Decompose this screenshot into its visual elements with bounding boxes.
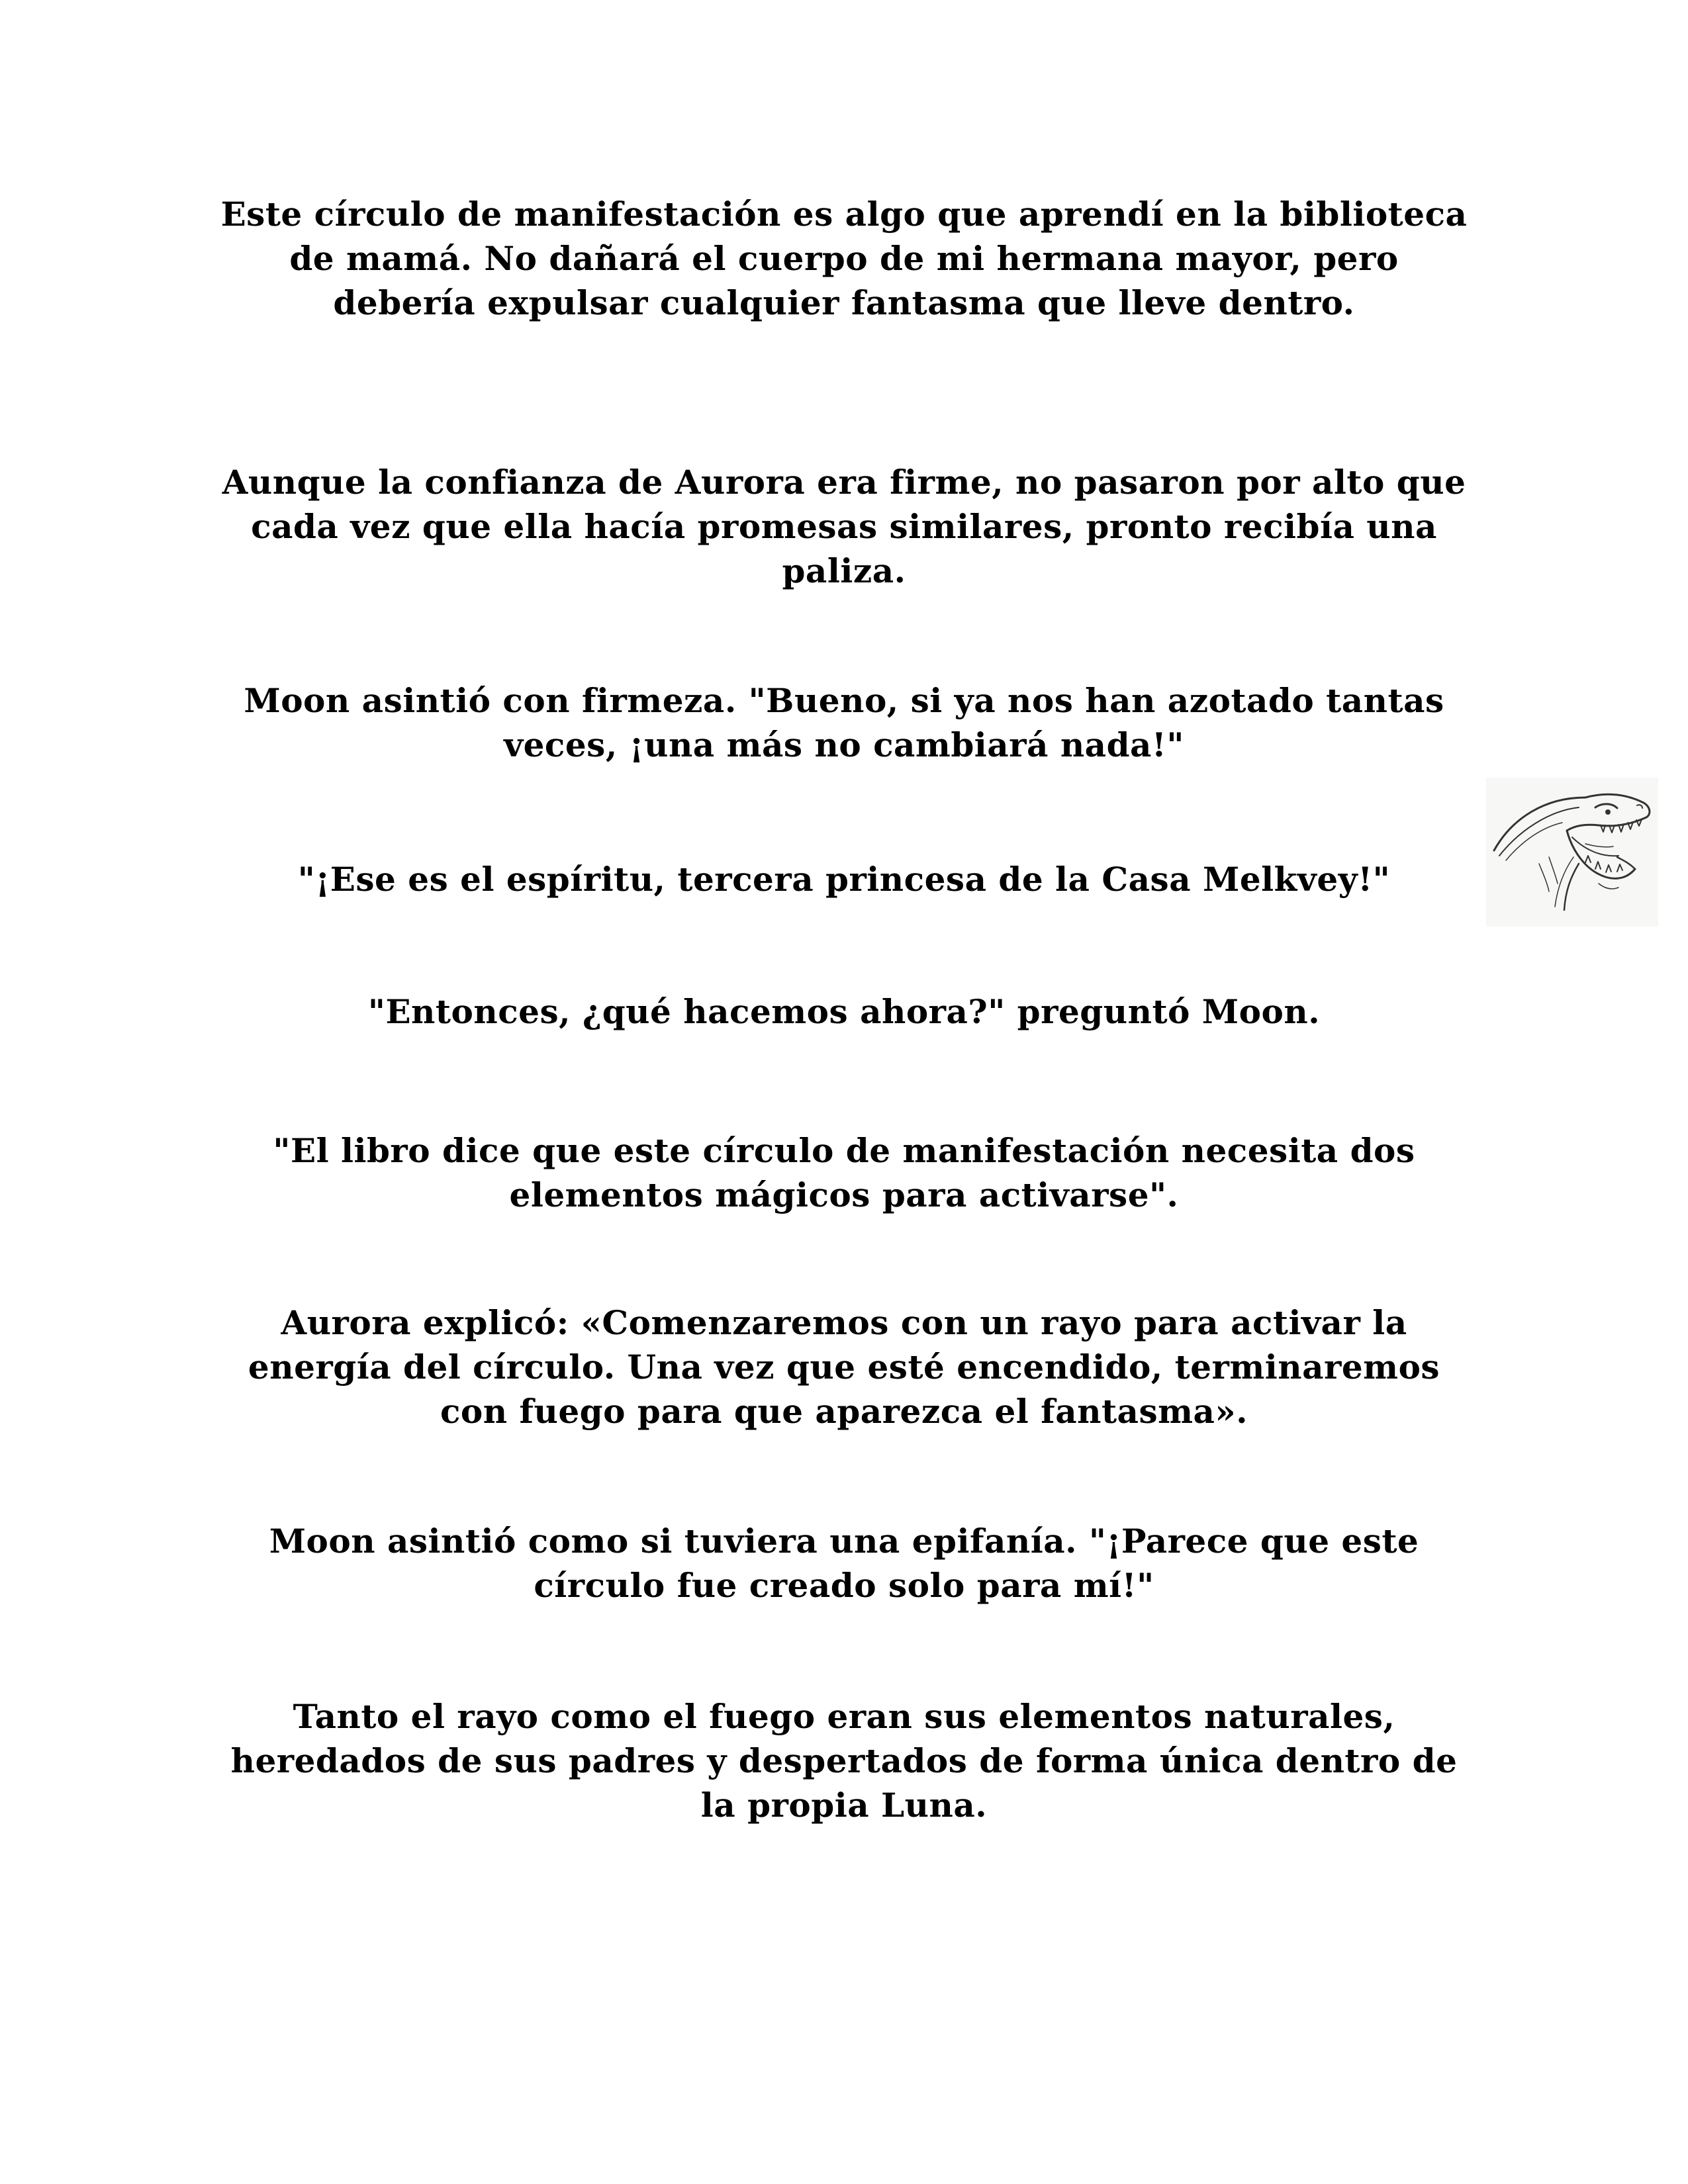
paragraph-3: Moon asintió con firmeza. "Bueno, si ya nos han azotado tantas veces, ¡una más no cambiará nada!" <box>244 681 1444 764</box>
paragraph-1: Este círculo de manifestación es algo que aprendí en la biblioteca de mamá. No dañará el cuerpo de mi hermana mayor, pero debería expulsar cualquier fantasma que lleve dentro. <box>220 195 1468 322</box>
paragraph-7: Aurora explicó: «Comenzaremos con un rayo para activar la energía del círculo. Una vez que esté encendido, terminaremos con fuego para que aparezca el fantasma». <box>248 1303 1440 1431</box>
paragraph-6: "El libro dice que este círculo de manifestación necesita dos elementos mágicos para activarse". <box>273 1131 1415 1214</box>
paragraph-4: "¡Ese es el espíritu, tercera princesa de la Casa Melkvey!" <box>297 860 1391 899</box>
paragraph-8: Moon asintió como si tuviera una epifanía. "¡Parece que este círculo fue creado solo para mí!" <box>269 1522 1419 1605</box>
paragraph-5: "Entonces, ¿qué hacemos ahora?" preguntó Moon. <box>367 992 1321 1031</box>
paragraph-9: Tanto el rayo como el fuego eran sus elementos naturales, heredados de sus padres y despertados de forma única dentro de la propia Luna. <box>230 1697 1458 1825</box>
dinosaur-sketch-icon <box>1486 778 1658 927</box>
paragraph-2: Aunque la confianza de Aurora era firme, no pasaron por alto que cada vez que ella hacía promesas similares, pronto recibía una paliza. <box>222 463 1466 590</box>
